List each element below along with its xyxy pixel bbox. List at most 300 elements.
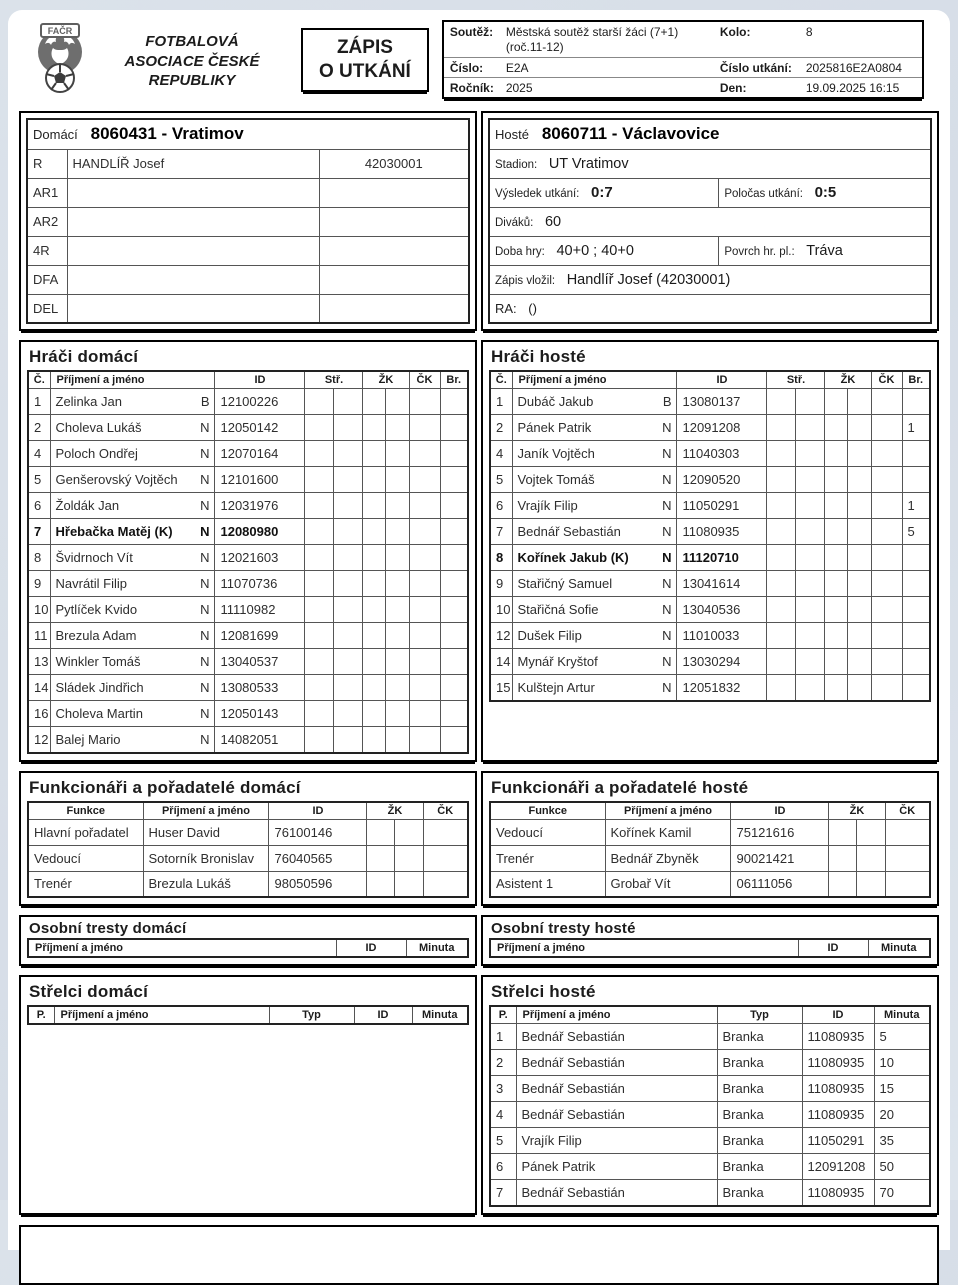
scorer-type: Branka bbox=[717, 1024, 802, 1050]
player-name: Mynář Kryštof N bbox=[512, 649, 677, 675]
official-id: 75121616 bbox=[731, 819, 829, 845]
player-row bbox=[28, 389, 468, 415]
cislo-utkani-label: Číslo utkání: bbox=[719, 61, 792, 75]
official-row bbox=[490, 871, 930, 897]
player-name: Winkler Tomáš N bbox=[50, 649, 215, 675]
ck-cell bbox=[409, 727, 440, 753]
zk-cell-1 bbox=[363, 519, 386, 545]
scorer-type: Branka bbox=[717, 1050, 802, 1076]
penalties-section bbox=[19, 915, 939, 966]
str-cell-1 bbox=[767, 571, 796, 597]
report-header bbox=[19, 18, 939, 102]
player-row bbox=[490, 571, 930, 597]
goals-cell bbox=[902, 441, 930, 467]
zk-cell-1 bbox=[825, 415, 848, 441]
player-position: N bbox=[200, 524, 210, 539]
cislo-label: Číslo: bbox=[449, 61, 484, 75]
player-position: N bbox=[200, 628, 210, 643]
home-label: Domácí bbox=[33, 127, 78, 143]
str-cell-1 bbox=[305, 701, 334, 727]
official-row bbox=[490, 845, 930, 871]
str-cell-2 bbox=[796, 545, 825, 571]
zk-cell-1 bbox=[829, 819, 857, 845]
str-cell-2 bbox=[796, 467, 825, 493]
player-name: Kořínek Jakub (K) N bbox=[512, 545, 677, 571]
scorer-name: Bednář Sebastián bbox=[516, 1076, 717, 1102]
player-row bbox=[28, 519, 468, 545]
goals-cell bbox=[902, 597, 930, 623]
player-number: 1 bbox=[490, 389, 512, 415]
goals-cell bbox=[440, 597, 468, 623]
referee-role: DEL bbox=[27, 294, 67, 323]
zk-cell-1 bbox=[825, 389, 848, 415]
player-number: 2 bbox=[490, 415, 512, 441]
str-cell-1 bbox=[767, 467, 796, 493]
players-guest-table: Č. Příjmení a jméno ID Stř. ŽK ČK Br. 1 Dubáč Jakub B 13080137 2 Pánek Patrik N 12091208 1 4 Janík Vojtěch N 11040303 5 Vojtek Tomáš N 12090520 6 Vrajík Filip N 11050291 1 7 Bednář Sebastián N 11080935 5 8 Kořínek Jakub (K) N 11120710 9 Stařičný Samuel N 13041614 10 Stařičná Sofie N 13040536 12 Dušek Filip N 11010033 14 Mynář Kryštof N 13030294 15 Kulštejn Artur N 12051832 bbox=[489, 370, 931, 702]
player-position: N bbox=[662, 628, 672, 643]
zk-cell-1 bbox=[363, 389, 386, 415]
ck-cell bbox=[871, 441, 902, 467]
zk-cell-1 bbox=[363, 701, 386, 727]
player-number: 4 bbox=[490, 441, 512, 467]
referee-name bbox=[67, 178, 319, 207]
scorer-minute: 10 bbox=[874, 1050, 930, 1076]
player-position: N bbox=[200, 420, 210, 435]
player-id: 12031976 bbox=[215, 493, 305, 519]
player-id: 14082051 bbox=[215, 727, 305, 753]
zk-cell-2 bbox=[386, 649, 409, 675]
zk-cell-1 bbox=[825, 493, 848, 519]
player-row bbox=[28, 571, 468, 597]
official-id: 76100146 bbox=[269, 819, 367, 845]
vysledek-label: Výsledek utkání: bbox=[495, 188, 580, 200]
scorer-id: 11080935 bbox=[802, 1102, 874, 1128]
penalties-guest-table: Příjmení a jméno ID Minuta bbox=[489, 938, 931, 958]
goals-cell bbox=[440, 649, 468, 675]
player-position: N bbox=[200, 731, 210, 747]
goals-cell bbox=[440, 441, 468, 467]
rocnik-label: Ročník: bbox=[449, 81, 494, 95]
ck-cell bbox=[423, 845, 468, 871]
ck-cell bbox=[885, 871, 930, 897]
str-cell-1 bbox=[767, 623, 796, 649]
str-cell-2 bbox=[334, 701, 363, 727]
str-cell-2 bbox=[796, 441, 825, 467]
str-cell-2 bbox=[796, 493, 825, 519]
zk-cell-2 bbox=[848, 649, 871, 675]
officials-home-table: Funkce Příjmení a jméno ID ŽK ČK Hlavní pořadatel Huser David 76100146 Vedoucí Sotorník Bronislav 76040565 Trenér Brezula Lukáš 98050596 bbox=[27, 801, 469, 899]
players-section bbox=[19, 340, 939, 762]
player-position: N bbox=[200, 550, 210, 565]
ck-cell bbox=[409, 467, 440, 493]
referee-role: DFA bbox=[27, 265, 67, 294]
zk-cell-2 bbox=[848, 415, 871, 441]
ck-cell bbox=[409, 441, 440, 467]
player-id: 12090520 bbox=[677, 467, 767, 493]
player-name: Vrajík Filip N bbox=[512, 493, 677, 519]
player-row bbox=[28, 649, 468, 675]
scorers-guest-table: P. Příjmení a jméno Typ ID Minuta 1 Bednář Sebastián Branka 11080935 5 2 Bednář Sebastián Branka 11080935 10 3 Bednář Sebastián Branka 11080935 15 4 Bednář Sebastián Branka 11080935 20 5 Vrajík Filip Branka 11050291 35 6 Pánek Patrik Branka 12091208 50 7 Bednář Sebastián Branka 11080935 70 bbox=[489, 1005, 931, 1207]
official-name: Brezula Lukáš bbox=[143, 871, 269, 897]
str-cell-2 bbox=[334, 415, 363, 441]
zk-cell-1 bbox=[367, 819, 395, 845]
player-number: 9 bbox=[28, 571, 50, 597]
str-cell-2 bbox=[334, 441, 363, 467]
referee-role: 4R bbox=[27, 236, 67, 265]
zk-cell-2 bbox=[395, 819, 423, 845]
zk-cell-2 bbox=[386, 519, 409, 545]
player-name: Stařičný Samuel N bbox=[512, 571, 677, 597]
player-number: 11 bbox=[28, 623, 50, 649]
player-position: N bbox=[200, 498, 210, 513]
official-role: Vedoucí bbox=[490, 819, 605, 845]
str-cell-2 bbox=[796, 389, 825, 415]
zk-cell-1 bbox=[825, 571, 848, 597]
player-position: N bbox=[662, 550, 672, 565]
player-number: 16 bbox=[28, 701, 50, 727]
referee-role: R bbox=[27, 149, 67, 178]
player-number: 7 bbox=[28, 519, 50, 545]
str-cell-1 bbox=[767, 649, 796, 675]
zk-cell-2 bbox=[848, 389, 871, 415]
str-cell-1 bbox=[305, 727, 334, 753]
str-cell-1 bbox=[767, 441, 796, 467]
den-label: Den: bbox=[719, 81, 747, 95]
ck-cell bbox=[871, 415, 902, 441]
player-name: Poloch Ondřej N bbox=[50, 441, 215, 467]
str-cell-2 bbox=[796, 415, 825, 441]
referee-table bbox=[26, 118, 470, 324]
match-info-guest-box bbox=[481, 111, 939, 331]
goals-cell bbox=[440, 493, 468, 519]
goals-cell bbox=[440, 571, 468, 597]
penalties-guest-title: Osobní tresty hosté bbox=[491, 920, 636, 937]
player-row bbox=[490, 389, 930, 415]
officials-guest-box bbox=[481, 771, 939, 907]
ck-cell bbox=[409, 597, 440, 623]
facr-logo-icon bbox=[29, 22, 91, 94]
referee-row bbox=[27, 236, 469, 265]
goals-cell bbox=[902, 467, 930, 493]
match-facts-table bbox=[488, 118, 932, 324]
player-position: N bbox=[200, 680, 210, 695]
scorers-home-box bbox=[19, 975, 477, 1215]
zk-cell-1 bbox=[825, 441, 848, 467]
ck-cell bbox=[871, 649, 902, 675]
player-name: Navrátil Filip N bbox=[50, 571, 215, 597]
player-position: B bbox=[662, 394, 672, 409]
str-cell-1 bbox=[305, 571, 334, 597]
zk-cell-1 bbox=[825, 519, 848, 545]
player-row bbox=[490, 545, 930, 571]
ck-cell bbox=[885, 819, 930, 845]
player-name: Dubáč Jakub B bbox=[512, 389, 677, 415]
svg-text:FAČR: FAČR bbox=[47, 26, 73, 36]
player-id: 12051832 bbox=[677, 675, 767, 701]
goals-cell bbox=[902, 389, 930, 415]
player-position: N bbox=[200, 446, 210, 461]
player-position: N bbox=[200, 472, 210, 487]
povrch-value: Tráva bbox=[806, 242, 843, 259]
official-name: Bednář Zbyněk bbox=[605, 845, 731, 871]
player-id: 13040537 bbox=[215, 649, 305, 675]
referee-id bbox=[319, 207, 469, 236]
player-position: N bbox=[662, 446, 672, 461]
player-name: Janík Vojtěch N bbox=[512, 441, 677, 467]
ck-cell bbox=[871, 389, 902, 415]
ck-cell bbox=[871, 571, 902, 597]
zk-cell-2 bbox=[395, 845, 423, 871]
polocas-value: 0:5 bbox=[814, 184, 837, 201]
zk-cell-2 bbox=[848, 571, 871, 597]
scorer-order: 3 bbox=[490, 1076, 516, 1102]
stadion-label: Stadion: bbox=[495, 158, 538, 171]
str-cell-2 bbox=[796, 597, 825, 623]
str-cell-1 bbox=[305, 623, 334, 649]
scorer-name: Bednář Sebastián bbox=[516, 1102, 717, 1128]
penalties-home-table: Příjmení a jméno ID Minuta bbox=[27, 938, 469, 958]
official-role: Trenér bbox=[28, 871, 143, 897]
scorer-id: 11080935 bbox=[802, 1076, 874, 1102]
player-row bbox=[28, 701, 468, 727]
scorer-row bbox=[490, 1180, 930, 1206]
scorer-row bbox=[490, 1024, 930, 1050]
goals-cell bbox=[440, 727, 468, 753]
ck-cell bbox=[409, 493, 440, 519]
official-name: Huser David bbox=[143, 819, 269, 845]
referee-name bbox=[67, 236, 319, 265]
str-cell-1 bbox=[305, 441, 334, 467]
player-id: 12081699 bbox=[215, 623, 305, 649]
player-id: 11070736 bbox=[215, 571, 305, 597]
str-cell-1 bbox=[767, 597, 796, 623]
report-page bbox=[8, 10, 950, 1250]
player-position: N bbox=[200, 706, 210, 721]
official-name: Sotorník Bronislav bbox=[143, 845, 269, 871]
zk-cell-2 bbox=[386, 467, 409, 493]
zk-cell-1 bbox=[363, 597, 386, 623]
divaku-value: 60 bbox=[544, 213, 562, 230]
scorer-order: 2 bbox=[490, 1050, 516, 1076]
str-cell-1 bbox=[305, 675, 334, 701]
scorer-name: Bednář Sebastián bbox=[516, 1024, 717, 1050]
referee-id bbox=[319, 294, 469, 323]
ck-cell bbox=[885, 845, 930, 871]
official-row bbox=[28, 819, 468, 845]
players-home-box bbox=[19, 340, 477, 762]
str-cell-2 bbox=[796, 623, 825, 649]
str-cell-1 bbox=[305, 597, 334, 623]
official-role: Asistent 1 bbox=[490, 871, 605, 897]
player-row bbox=[490, 519, 930, 545]
zk-cell-2 bbox=[386, 441, 409, 467]
player-row bbox=[28, 623, 468, 649]
str-cell-2 bbox=[334, 545, 363, 571]
goals-cell bbox=[440, 623, 468, 649]
player-id: 11120710 bbox=[677, 545, 767, 571]
player-number: 1 bbox=[28, 389, 50, 415]
goals-cell bbox=[440, 519, 468, 545]
player-number: 5 bbox=[490, 467, 512, 493]
official-id: 06111056 bbox=[731, 871, 829, 897]
player-number: 6 bbox=[28, 493, 50, 519]
player-row bbox=[490, 675, 930, 701]
player-row bbox=[490, 415, 930, 441]
player-row bbox=[28, 545, 468, 571]
official-id: 98050596 bbox=[269, 871, 367, 897]
ck-cell bbox=[409, 415, 440, 441]
zk-cell-2 bbox=[386, 727, 409, 753]
player-id: 13080137 bbox=[677, 389, 767, 415]
player-name: Brezula Adam N bbox=[50, 623, 215, 649]
soutez-value: Městská soutěž starší žáci (7+1) (roč.11-12) bbox=[505, 25, 679, 54]
player-position: N bbox=[662, 602, 672, 617]
player-name: Choleva Lukáš N bbox=[50, 415, 215, 441]
official-name: Kořínek Kamil bbox=[605, 819, 731, 845]
referee-id bbox=[319, 265, 469, 294]
scorer-type: Branka bbox=[717, 1180, 802, 1206]
str-cell-1 bbox=[305, 519, 334, 545]
scorer-id: 11050291 bbox=[802, 1128, 874, 1154]
player-position: N bbox=[662, 654, 672, 669]
player-id: 13040536 bbox=[677, 597, 767, 623]
player-number: 12 bbox=[28, 727, 50, 753]
player-row bbox=[490, 441, 930, 467]
zk-cell-1 bbox=[363, 727, 386, 753]
zk-cell-2 bbox=[386, 623, 409, 649]
player-row bbox=[490, 493, 930, 519]
referee-row bbox=[27, 207, 469, 236]
goals-cell: 1 bbox=[902, 493, 930, 519]
ck-cell bbox=[423, 871, 468, 897]
referee-id bbox=[319, 236, 469, 265]
str-cell-1 bbox=[767, 493, 796, 519]
doba-hry-value: 40+0 ; 40+0 bbox=[556, 242, 634, 259]
player-id: 12080980 bbox=[215, 519, 305, 545]
den-value: 19.09.2025 16:15 bbox=[805, 81, 900, 95]
zapis-vlozil-value: Handlíř Josef (42030001) bbox=[566, 271, 731, 288]
scorers-home-table: P. Příjmení a jméno Typ ID Minuta bbox=[27, 1005, 469, 1025]
player-name: Hřebačka Matěj (K) N bbox=[50, 519, 215, 545]
player-number: 15 bbox=[490, 675, 512, 701]
zk-cell-1 bbox=[363, 467, 386, 493]
referee-name: HANDLÍŘ Josef bbox=[67, 149, 319, 178]
guest-label: Hosté bbox=[495, 127, 529, 143]
official-role: Vedoucí bbox=[28, 845, 143, 871]
ck-cell bbox=[423, 819, 468, 845]
match-info-section bbox=[19, 111, 939, 331]
scorer-id: 12091208 bbox=[802, 1154, 874, 1180]
match-meta-box bbox=[442, 20, 924, 99]
str-cell-1 bbox=[767, 675, 796, 701]
scorer-minute: 35 bbox=[874, 1128, 930, 1154]
player-id: 11040303 bbox=[677, 441, 767, 467]
player-position: N bbox=[662, 472, 672, 487]
str-cell-2 bbox=[334, 649, 363, 675]
zk-cell-1 bbox=[363, 441, 386, 467]
str-cell-1 bbox=[305, 415, 334, 441]
zk-cell-1 bbox=[825, 623, 848, 649]
zk-cell-2 bbox=[386, 675, 409, 701]
player-number: 5 bbox=[28, 467, 50, 493]
player-row bbox=[490, 649, 930, 675]
str-cell-1 bbox=[767, 389, 796, 415]
player-id: 12050143 bbox=[215, 701, 305, 727]
scorer-order: 6 bbox=[490, 1154, 516, 1180]
player-id: 12050142 bbox=[215, 415, 305, 441]
str-cell-2 bbox=[334, 519, 363, 545]
ck-cell bbox=[871, 623, 902, 649]
player-position: N bbox=[662, 524, 672, 539]
ck-cell bbox=[871, 675, 902, 701]
penalties-home-box bbox=[19, 915, 477, 966]
scorer-type: Branka bbox=[717, 1128, 802, 1154]
scorer-row bbox=[490, 1076, 930, 1102]
players-guest-box bbox=[481, 340, 939, 762]
player-row bbox=[28, 597, 468, 623]
goals-cell: 1 bbox=[902, 415, 930, 441]
goals-cell bbox=[440, 389, 468, 415]
rocnik-value: 2025 bbox=[505, 81, 533, 95]
player-name: Kulštejn Artur N bbox=[512, 675, 677, 701]
cislo-value: E2A bbox=[505, 61, 529, 75]
scorers-section bbox=[19, 975, 939, 1215]
zk-cell-2 bbox=[386, 571, 409, 597]
player-number: 8 bbox=[490, 545, 512, 571]
player-name: Stařičná Sofie N bbox=[512, 597, 677, 623]
referee-name bbox=[67, 207, 319, 236]
player-id: 12070164 bbox=[215, 441, 305, 467]
player-number: 10 bbox=[490, 597, 512, 623]
players-home-table: Č. Příjmení a jméno ID Stř. ŽK ČK Br. 1 Zelinka Jan B 12100226 2 Choleva Lukáš N 12050142 4 Poloch Ondřej N 12070164 5 Genšerovský Vojtěch N 12101600 6 Žoldák Jan N 12031976 7 Hřebačka Matěj (K) N 12080980 8 Švidrnoch Vít N 12021603 9 Navrátil Filip N 11070736 10 Pytlíček Kvido N 11110982 11 Brezula Adam N 12081699 13 Winkler Tomáš N 13040537 14 Sládek Jindřich N 13080533 16 Choleva Martin N 12050143 12 Balej Mario N 14082051 bbox=[27, 370, 469, 754]
official-role: Trenér bbox=[490, 845, 605, 871]
officials-home-box bbox=[19, 771, 477, 907]
zk-cell-2 bbox=[386, 545, 409, 571]
officials-guest-title: Funkcionáři a pořadatelé hosté bbox=[491, 777, 749, 797]
official-id: 90021421 bbox=[731, 845, 829, 871]
scorer-row bbox=[490, 1128, 930, 1154]
official-name: Grobař Vít bbox=[605, 871, 731, 897]
officials-guest-table: Funkce Příjmení a jméno ID ŽK ČK Vedoucí Kořínek Kamil 75121616 Trenér Bednář Zbyněk 90021421 Asistent 1 Grobař Vít 06111056 bbox=[489, 801, 931, 899]
zk-cell-2 bbox=[857, 819, 885, 845]
player-id: 11110982 bbox=[215, 597, 305, 623]
ck-cell bbox=[409, 701, 440, 727]
str-cell-2 bbox=[334, 493, 363, 519]
penalties-guest-box bbox=[481, 915, 939, 966]
official-id: 76040565 bbox=[269, 845, 367, 871]
zk-cell-1 bbox=[825, 649, 848, 675]
soutez-label: Soutěž: bbox=[449, 25, 494, 39]
goals-cell bbox=[440, 545, 468, 571]
ck-cell bbox=[871, 597, 902, 623]
zk-cell-1 bbox=[363, 623, 386, 649]
player-row bbox=[490, 597, 930, 623]
scorer-id: 11080935 bbox=[802, 1050, 874, 1076]
player-name: Bednář Sebastián N bbox=[512, 519, 677, 545]
povrch-label: Povrch hr. pl.: bbox=[724, 245, 795, 258]
scorer-minute: 50 bbox=[874, 1154, 930, 1180]
scorer-id: 11080935 bbox=[802, 1180, 874, 1206]
referee-id: 42030001 bbox=[319, 149, 469, 178]
zk-cell-2 bbox=[857, 845, 885, 871]
player-row bbox=[490, 467, 930, 493]
scorer-type: Branka bbox=[717, 1076, 802, 1102]
goals-cell bbox=[902, 571, 930, 597]
str-cell-2 bbox=[334, 571, 363, 597]
player-id: 11080935 bbox=[677, 519, 767, 545]
scorer-row bbox=[490, 1102, 930, 1128]
player-name: Vojtek Tomáš N bbox=[512, 467, 677, 493]
